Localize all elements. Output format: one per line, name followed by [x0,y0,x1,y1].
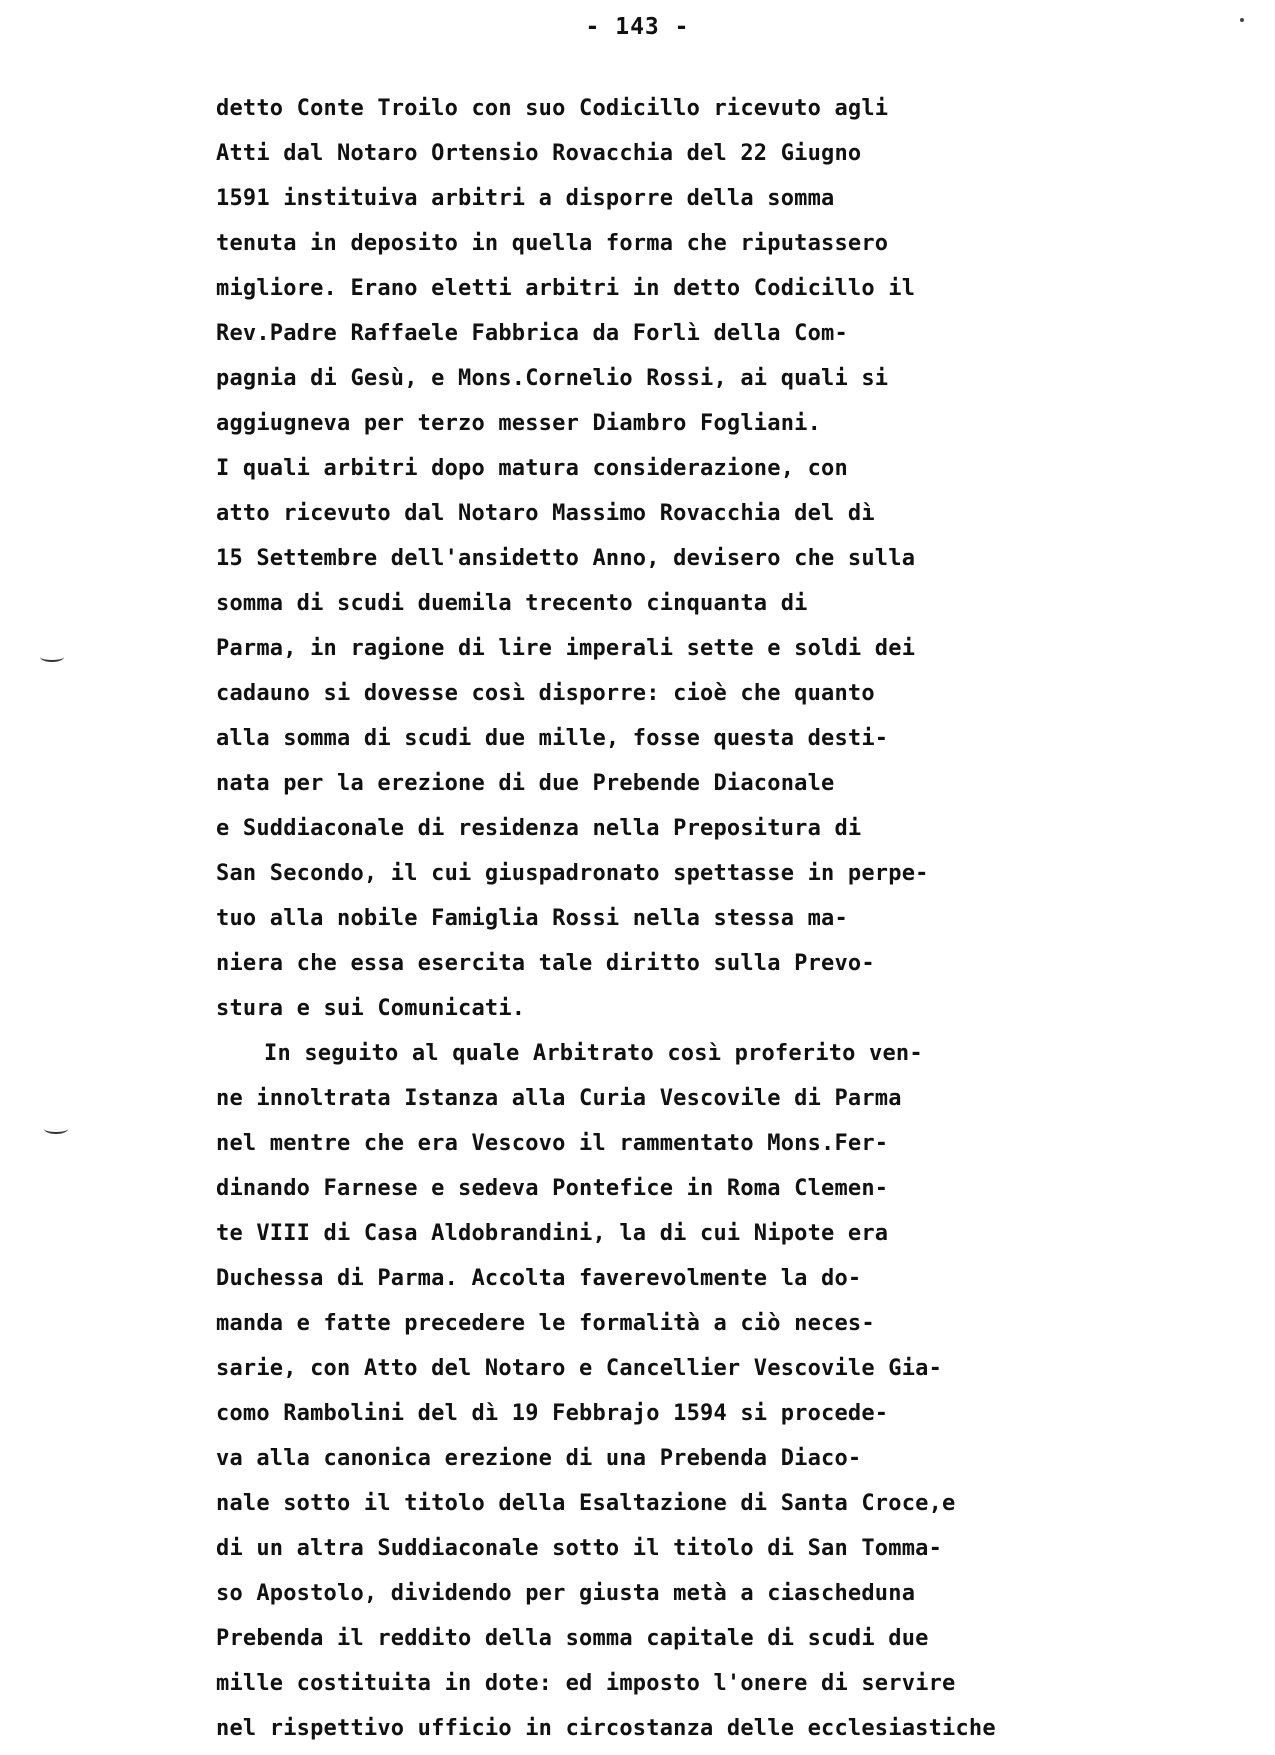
text-line: 15 Settembre dell'ansidetto Anno, devisero che sulla [216,546,916,571]
text-line: Prebenda il reddito della somma capitale di scudi due [216,1626,929,1651]
margin-mark [40,652,64,662]
text-line: Atti dal Notaro Ortensio Rovacchia del 22 Giugno [216,141,862,166]
text-line: aggiugneva per terzo messer Diambro Fogliani. [216,411,822,436]
text-line: manda e fatte precedere le formalità a ciò neces- [216,1311,875,1336]
text-line: alla somma di scudi due mille, fosse questa desti- [216,726,889,751]
text-line: dinando Farnese e sedeva Pontefice in Roma Clemen- [216,1176,889,1201]
text-line: cadauno si dovesse così disporre: cioè che quanto [216,681,875,706]
text-line: somma di scudi duemila trecento cinquanta di [216,591,808,616]
text-line: Duchessa di Parma. Accolta faverevolmente la do- [216,1266,862,1291]
text-line: mille costituita in dote: ed imposto l'onere di servire [216,1671,956,1696]
text-line: ne innoltrata Istanza alla Curia Vescovile di Parma [216,1086,902,1111]
text-line: tenuta in deposito in quella forma che riputassero [216,231,889,256]
body-text [216,86,1266,1751]
text-line: nel rispettivo ufficio in circostanza delle ecclesiastiche [216,1716,996,1741]
text-line: nata per la erezione di due Prebende Diaconale [216,771,835,796]
margin-mark [44,1124,68,1134]
text-line: tuo alla nobile Famiglia Rossi nella stessa ma- [216,906,848,931]
text-line: sarie, con Atto del Notaro e Cancellier Vescovile Gia- [216,1356,943,1381]
text-line: niera che essa esercita tale diritto sulla Prevo- [216,951,875,976]
text-line: San Secondo, il cui giuspadronato spettasse in perpe- [216,861,929,886]
text-line: stura e sui Comunicati. [216,996,526,1021]
text-line: Parma, in ragione di lire imperali sette e soldi dei [216,636,916,661]
text-line: so Apostolo, dividendo per giusta metà a ciascheduna [216,1581,916,1606]
text-line: Rev.Padre Raffaele Fabbrica da Forlì della Com- [216,321,848,346]
text-line: migliore. Erano eletti arbitri in detto Codicillo il [216,276,916,301]
text-line: como Rambolini del dì 19 Febbrajo 1594 si procede- [216,1401,889,1426]
text-line: 1591 instituiva arbitri a disporre della somma [216,186,835,211]
text-line: atto ricevuto dal Notaro Massimo Rovacchia del dì [216,501,875,526]
text-line: pagnia di Gesù, e Mons.Cornelio Rossi, ai quali si [216,366,889,391]
text-line: va alla canonica erezione di una Prebenda Diaco- [216,1446,862,1471]
text-line: I quali arbitri dopo matura considerazione, con [216,456,848,481]
text-line: te VIII di Casa Aldobrandini, la di cui Nipote era [216,1221,889,1246]
text-line: detto Conte Troilo con suo Codicillo ricevuto agli [216,96,889,121]
text-line: di un altra Suddiaconale sotto il titolo di San Tomma- [216,1536,943,1561]
page-number: - 143 - [585,14,690,40]
text-line: nel mentre che era Vescovo il rammentato Mons.Fer- [216,1131,889,1156]
text-line: In seguito al quale Arbitrato così proferito ven- [264,1041,923,1066]
text-line: e Suddiaconale di residenza nella Prepositura di [216,816,862,841]
text-line: nale sotto il titolo della Esaltazione di Santa Croce,e [216,1491,956,1516]
